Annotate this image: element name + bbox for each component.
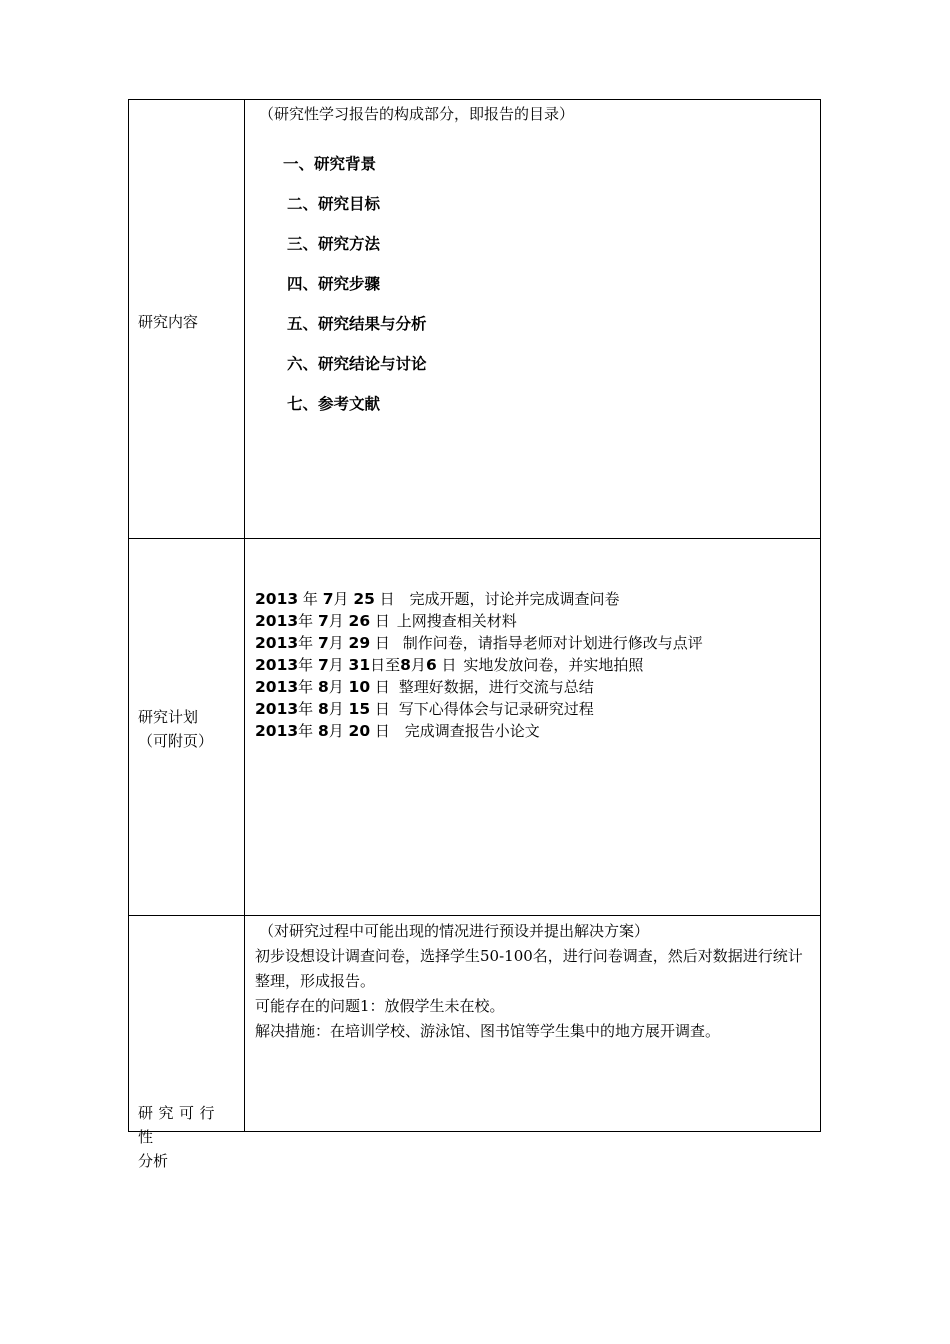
- schedule-month-unit: 月: [328, 612, 344, 630]
- feasibility-paragraph: 初步设想设计调查问卷，选择学生50-100名，进行问卷调查，然后对数据进行统计整理，形成报告。: [255, 947, 803, 990]
- schedule-year-unit: 年: [298, 634, 314, 652]
- schedule-day: 31: [348, 656, 371, 674]
- schedule-task: 完成调查报告小论文: [404, 722, 540, 740]
- schedule-year: 2013: [255, 700, 299, 718]
- schedule-task: 制作问卷，请指导老师对计划进行修改与点评: [402, 634, 703, 652]
- schedule-month-unit: 月: [328, 656, 344, 674]
- schedule-year-unit: 年: [298, 722, 314, 740]
- schedule-day-unit: 日: [374, 722, 390, 740]
- schedule-year-unit: 年: [298, 612, 314, 630]
- label-research-plan-line1: 研究计划: [138, 708, 199, 726]
- schedule-task: 整理好数据，进行交流与总结: [398, 678, 594, 696]
- schedule-year: 2013: [255, 722, 299, 740]
- schedule-task: 上网搜查相关材料: [396, 612, 517, 630]
- schedule-day: 25: [353, 590, 375, 608]
- feasibility-note: （对研究过程中可能出现的情况进行预设并提出解决方案）: [259, 922, 650, 940]
- schedule-month-unit: 月: [333, 590, 349, 608]
- schedule-month: 7: [317, 634, 329, 652]
- label-research-plan: [138, 705, 236, 753]
- schedule-year-unit: 年: [298, 678, 314, 696]
- schedule-month: 8: [317, 722, 329, 740]
- schedule-item: [255, 588, 703, 610]
- toc-item: 二、研究目标: [287, 194, 381, 213]
- schedule-year-unit: 年: [302, 590, 318, 608]
- row-feasibility-analysis: [129, 916, 820, 1170]
- row-research-content: [129, 100, 820, 539]
- schedule-year-unit: 年: [298, 700, 314, 718]
- label-feasibility-line1: 研究可行性: [138, 1104, 221, 1146]
- toc-item: 四、研究步骤: [287, 274, 381, 293]
- label-feasibility: [138, 1101, 236, 1173]
- schedule-month-unit: 月: [328, 634, 344, 652]
- schedule-day: 10: [348, 678, 371, 696]
- research-form-table: [128, 99, 821, 1170]
- feasibility-paragraph: 可能存在的问题1：放假学生未在校。: [255, 997, 505, 1015]
- schedule-month: 8: [317, 700, 329, 718]
- content-cell-feasibility: [245, 916, 820, 1131]
- feasibility-paragraph: 解决措施：在培训学校、游泳馆、图书馆等学生集中的地方展开调查。: [255, 1022, 721, 1040]
- schedule-day-unit: 日: [374, 700, 390, 718]
- schedule-day-unit: 日: [441, 656, 457, 674]
- table-of-contents: [283, 153, 427, 433]
- toc-item: 五、研究结果与分析: [287, 314, 427, 333]
- schedule-month-unit: 月: [328, 722, 344, 740]
- toc-item: 七、参考文献: [287, 394, 381, 413]
- label-feasibility-line2: 分析: [138, 1152, 169, 1170]
- schedule-year-unit: 年: [298, 656, 314, 674]
- row-research-plan: [129, 539, 820, 916]
- schedule-task: 实地发放问卷，并实地拍照: [463, 656, 644, 674]
- schedule-day-unit: 日: [374, 612, 390, 630]
- schedule-year: 2013: [255, 612, 299, 630]
- schedule-item: [255, 720, 703, 742]
- schedule-year: 2013: [255, 590, 299, 608]
- schedule-item: [255, 654, 703, 676]
- schedule-item: [255, 698, 703, 720]
- schedule-task: 写下心得体会与记录研究过程: [398, 700, 594, 718]
- schedule-year: 2013: [255, 678, 299, 696]
- schedule-task: 完成开题，讨论并完成调查问卷: [409, 590, 620, 608]
- label-research-content: 研究内容: [138, 313, 199, 331]
- label-research-plan-line2: （可附页）: [138, 732, 214, 750]
- label-cell-feasibility: [129, 916, 245, 1170]
- schedule-item: [255, 610, 703, 632]
- schedule-day: 15: [348, 700, 371, 718]
- schedule-item: [255, 632, 703, 654]
- schedule-day-unit: 日: [374, 634, 390, 652]
- schedule-month-unit: 月: [328, 700, 344, 718]
- label-cell-research-content: [129, 100, 245, 538]
- schedule-month-unit: 月: [410, 656, 426, 674]
- schedule-month: 8: [317, 678, 329, 696]
- schedule-day: 6: [425, 656, 437, 674]
- schedule-year: 2013: [255, 656, 299, 674]
- schedule-month-unit: 月: [328, 678, 344, 696]
- schedule-month: 7: [317, 612, 329, 630]
- schedule-day: 26: [348, 612, 371, 630]
- schedule-list: [255, 588, 703, 742]
- toc-item: 三、研究方法: [287, 234, 381, 253]
- schedule-item: [255, 676, 703, 698]
- schedule-year: 2013: [255, 634, 299, 652]
- schedule-day-unit: 日至: [370, 656, 401, 674]
- content-cell-research-plan: [245, 539, 820, 915]
- toc-item: 六、研究结论与讨论: [287, 354, 427, 373]
- schedule-day: 29: [348, 634, 371, 652]
- schedule-month: 7: [317, 656, 329, 674]
- label-cell-research-plan: [129, 539, 245, 915]
- content-cell-research-content: [245, 100, 820, 538]
- toc-item: 一、研究背景: [283, 154, 377, 173]
- schedule-month: 8: [400, 656, 411, 674]
- feasibility-text: [255, 919, 814, 1044]
- schedule-month: 7: [322, 590, 334, 608]
- schedule-day: 20: [348, 722, 371, 740]
- content-note: （研究性学习报告的构成部分，即报告的目录）: [259, 105, 575, 123]
- schedule-day-unit: 日: [374, 678, 390, 696]
- schedule-day-unit: 日: [379, 590, 395, 608]
